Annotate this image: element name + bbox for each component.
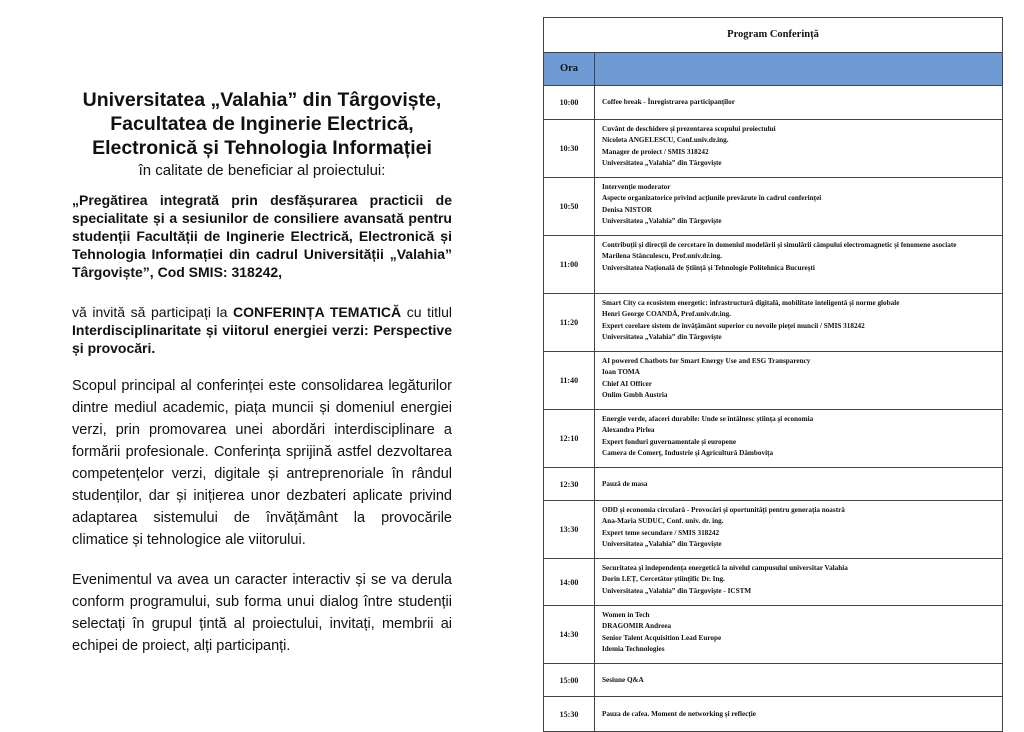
program-rows	[544, 86, 1002, 731]
invitation	[72, 303, 452, 357]
session-line: Smart City ca ecosistem energetic: infrastructură digitală, mobilitate inteligentă și norme globale	[602, 299, 900, 307]
session-time: 11:00	[544, 236, 595, 293]
session-line: Coffee break - Înregistrarea participanților	[602, 98, 735, 107]
session-time: 11:40	[544, 352, 595, 409]
session-details	[595, 352, 1002, 409]
program-table	[543, 17, 1003, 732]
table-row	[544, 559, 1002, 606]
session-line: Marilena Stănculescu, Prof.univ.dr.ing.	[602, 252, 723, 261]
session-line: Camera de Comerț, Industrie și Agricultură Dâmbovița	[602, 449, 774, 458]
purpose-paragraph: Scopul principal al conferinței este consolidarea legăturilor dintre mediul academic, piața muncii și domeniul energiei verzi, prin promovarea unei abordări interdisciplinare a formării profesionale. Conferința sprijină astfel dezvoltarea competențelor verzi, digitale și antreprenoriale în rândul studenților, dar și inițierea unor dezbateri aplicate privind adaptarea sistemului de învățământ la provocările climatice și tehnologice ale viitorului.	[72, 378, 452, 548]
event-type: CONFERINȚA TEMATICĂ	[233, 304, 402, 320]
session-line: Onlim Gmbh Austria	[602, 391, 668, 400]
session-line: Chief AI Officer	[602, 379, 652, 388]
session-line: Universitatea „Valahia” din Târgoviște	[602, 333, 722, 342]
project-title: „Pregătirea integrată prin desfășurarea practicii de specialitate și a sesiunilor de consiliere avansată pentru studenții Facultății de Inginerie Electrică, Electronică și Tehnologia Informației din cadrul Universității „Valahia” Târgoviște”, Cod SMIS: 318242,	[72, 192, 452, 280]
session-details	[595, 294, 1002, 351]
session-line: Cuvânt de deschidere și prezentarea scopului proiectului	[602, 125, 776, 133]
session-line: Universitatea „Valahia” din Târgoviște	[602, 159, 722, 168]
session-line: Denisa NISTOR	[602, 205, 652, 214]
session-line: Energie verde, afaceri durabile: Unde se întâlnesc știința și economia	[602, 415, 814, 423]
session-line: Securitatea și independența energetică la nivelul campusului universitar Valahia	[602, 564, 848, 572]
table-row	[544, 468, 1002, 501]
session-line: Pauză de masa	[602, 479, 648, 488]
session-time: 11:20	[544, 294, 595, 351]
session-line: Expert teme secundare / SMIS 318242	[602, 528, 720, 537]
table-row	[544, 697, 1002, 731]
session-details	[595, 236, 1002, 293]
time-column-header: Ora	[544, 53, 595, 85]
session-details	[595, 697, 1002, 731]
session-line: Aspecte organizatorice privind acțiunile prevăzute în cadrul conferinței	[602, 194, 822, 203]
table-row	[544, 178, 1002, 236]
session-time: 12:30	[544, 468, 595, 500]
session-line: Pauza de cafea. Moment de networking și reflecție	[602, 709, 756, 718]
session-details	[595, 664, 1002, 696]
session-time: 12:10	[544, 410, 595, 467]
session-time: 10:30	[544, 120, 595, 177]
session-line: Senior Talent Acquisition Lead Europe	[602, 633, 722, 642]
session-time: 14:00	[544, 559, 595, 605]
org-line: Electronică și Tehnologia Informației	[92, 137, 432, 159]
session-details	[595, 468, 1002, 500]
table-row	[544, 120, 1002, 178]
session-line: Henri George COANDĂ, Prof.univ.dr.ing.	[602, 310, 731, 319]
session-line: Expert corelare sistem de învățământ superior cu nevoile pieței muncii / SMIS 318242	[602, 321, 865, 330]
organization-name	[72, 88, 452, 160]
invitation-text	[72, 88, 452, 657]
beneficiary-capacity: în calitate de beneficiar al proiectului:	[138, 162, 386, 179]
table-row	[544, 501, 1002, 559]
session-line: Alexandra Pirlea	[602, 426, 655, 435]
session-line: AI powered Chatbots for Smart Energy Use and ESG Transparency	[602, 357, 811, 365]
table-row	[544, 410, 1002, 468]
session-time: 13:30	[544, 501, 595, 558]
session-line: Universitatea „Valahia” din Târgoviște	[602, 217, 722, 226]
invite-prefix: vă invită să participați la	[72, 304, 233, 320]
invite-mid: cu titlul	[401, 304, 452, 320]
session-line: DRAGOMIR Andreea	[602, 622, 672, 631]
session-details	[595, 86, 1002, 119]
table-row	[544, 294, 1002, 352]
session-time: 14:30	[544, 606, 595, 663]
session-time: 10:50	[544, 178, 595, 235]
session-line: Universitatea „Valahia” din Târgoviște	[602, 540, 722, 549]
session-details	[595, 120, 1002, 177]
description-column-header	[595, 53, 1002, 85]
session-time: 15:30	[544, 697, 595, 731]
session-details	[595, 501, 1002, 558]
session-time: 15:00	[544, 664, 595, 696]
session-line: Expert fonduri guvernamentale și europene	[602, 437, 737, 446]
session-line: Women in Tech	[602, 611, 650, 619]
session-line: Universitatea Națională de Știință și Tehnologie Politehnica București	[602, 263, 815, 272]
session-line: Ana-Maria SUDUC, Conf. univ. dr. ing.	[602, 517, 724, 526]
table-row	[544, 664, 1002, 697]
table-row	[544, 86, 1002, 120]
org-line: Universitatea „Valahia” din Târgoviște,	[82, 89, 442, 111]
session-line: Nicoleta ANGELESCU, Conf.univ.dr.ing.	[602, 136, 729, 145]
table-header	[544, 53, 1002, 86]
session-line: Ioan TOMA	[602, 368, 640, 377]
session-line: Idemia Technologies	[602, 645, 665, 654]
table-row	[544, 236, 1002, 294]
session-details	[595, 410, 1002, 467]
session-details	[595, 178, 1002, 235]
session-details	[595, 559, 1002, 605]
session-line: Universitatea „Valahia” din Târgoviște - ICSTM	[602, 586, 752, 595]
session-time: 10:00	[544, 86, 595, 119]
table-row	[544, 352, 1002, 410]
conference-title: Interdisciplinaritate și viitorul energiei verzi: Perspective și provocări.	[72, 322, 452, 356]
session-line: Manager de proiect / SMIS 318242	[602, 147, 709, 156]
format-paragraph: Evenimentul va avea un caracter interactiv și se va derula conform programului, sub forma unui dialog între studenții selectați în grupul țintă al proiectului, invitați, membrii ai echipei de proiect, alți participanți.	[72, 572, 452, 654]
org-line: Facultatea de Inginerie Electrică,	[110, 113, 414, 135]
session-line: Contribuții și direcții de cercetare în domeniul modelării și simulării câmpului electromagnetic și fenomene asociate	[602, 241, 957, 249]
program-title: Program Conferință	[544, 18, 1002, 53]
session-details	[595, 606, 1002, 663]
session-line: Sesiune Q&A	[602, 675, 644, 684]
table-row	[544, 606, 1002, 664]
session-line: Dorin LEȚ, Cercetător științific Dr. Ing.	[602, 575, 725, 584]
session-line: Intervenție moderator	[602, 183, 671, 191]
session-line: ODD și economia circulară - Provocări și oportunități pentru generația noastră	[602, 506, 845, 514]
